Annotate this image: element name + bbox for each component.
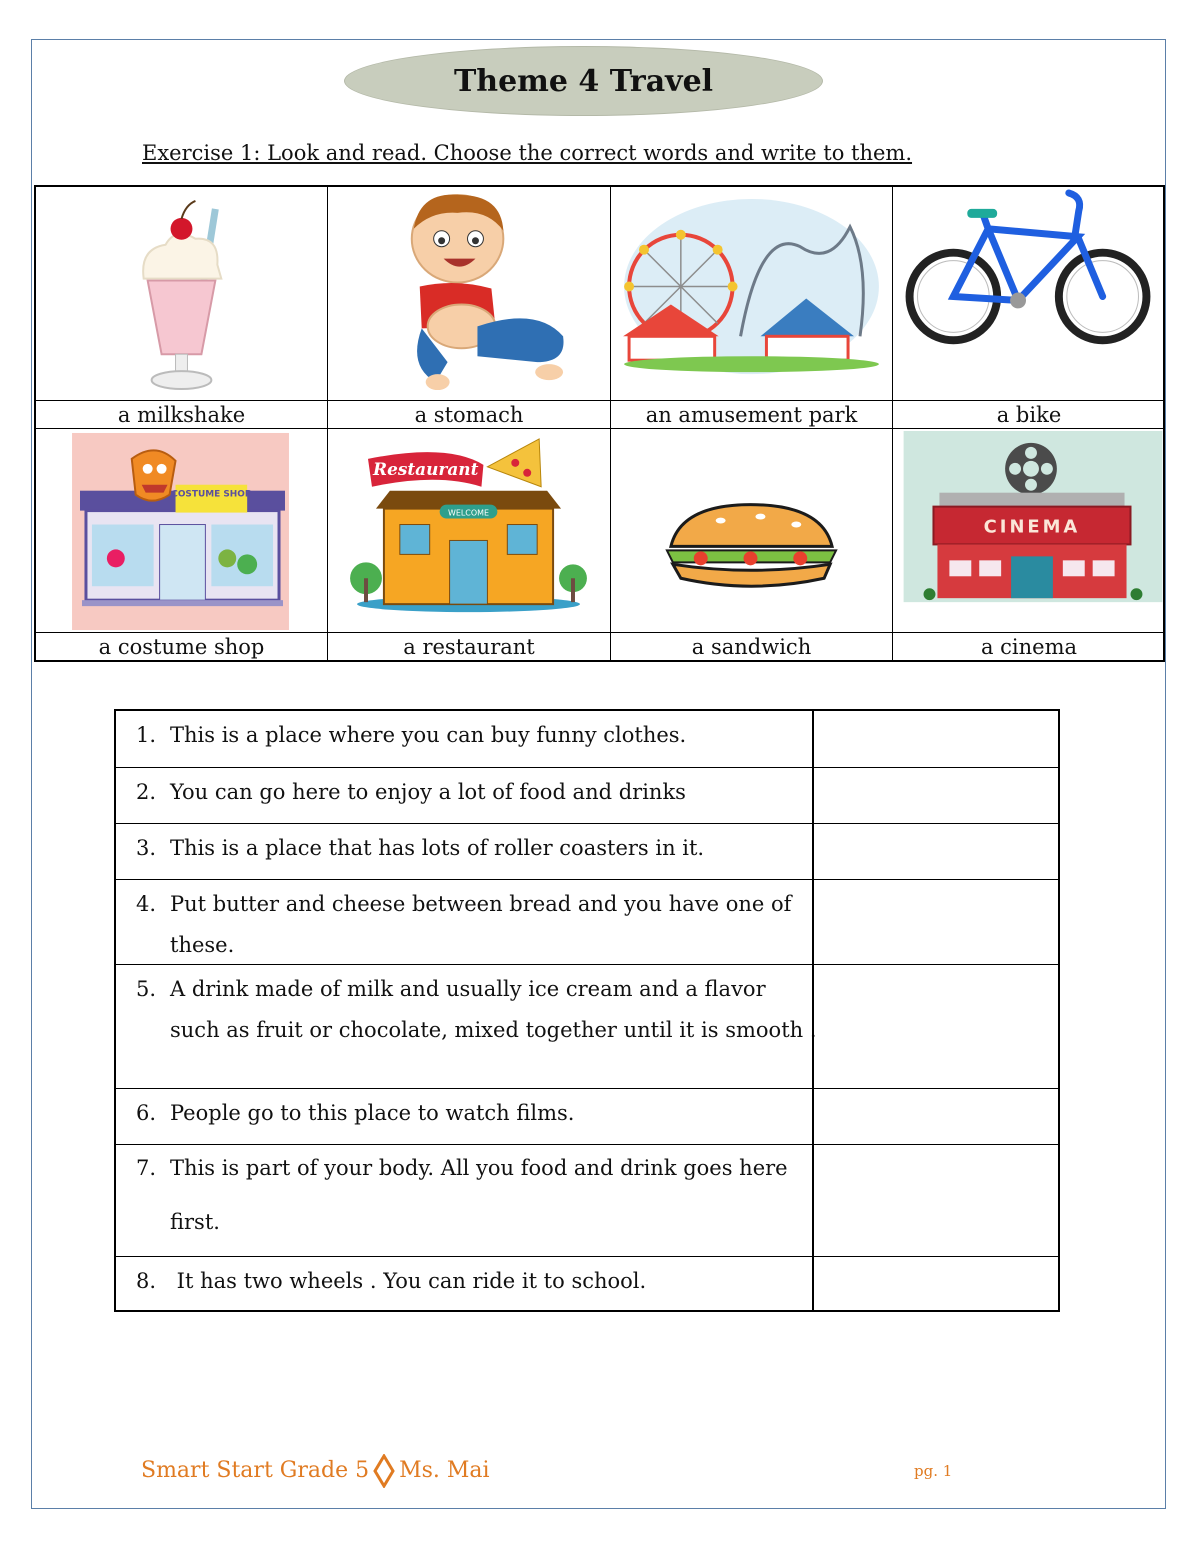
cinema-icon bbox=[893, 429, 1165, 632]
picture-label: a milkshake bbox=[36, 401, 328, 429]
sandwich-icon bbox=[611, 429, 892, 632]
milkshake-icon bbox=[36, 187, 327, 400]
picture-cell-amusement-park bbox=[611, 187, 893, 401]
question-sentence: You can go here to enjoy a lot of food and drinks bbox=[170, 780, 686, 804]
answer-box[interactable] bbox=[812, 1257, 1058, 1310]
question-text bbox=[136, 1093, 786, 1134]
picture-label: an amusement park bbox=[611, 401, 893, 429]
bike-icon bbox=[893, 187, 1165, 400]
question-sentence: People go to this place to watch films. bbox=[170, 1101, 575, 1125]
question-sentence: This is a place that has lots of roller coasters in it. bbox=[170, 836, 705, 860]
restaurant-icon bbox=[328, 429, 610, 632]
restaurant-welcome-sign: WELCOME bbox=[447, 508, 490, 518]
picture-cell-milkshake bbox=[36, 187, 328, 401]
question-text bbox=[136, 1261, 786, 1302]
questions-table bbox=[114, 709, 1060, 1312]
page-title bbox=[344, 46, 823, 116]
cinema-sign: CINEMA bbox=[983, 516, 1081, 538]
question-sentence: Put butter and cheese between bread and you have one of these. bbox=[170, 892, 792, 957]
picture-label: a stomach bbox=[328, 401, 611, 429]
question-row bbox=[116, 768, 1058, 824]
question-row bbox=[116, 1089, 1058, 1145]
picture-label: a cinema bbox=[980, 634, 1078, 659]
picture-cell-costume-shop bbox=[36, 429, 328, 633]
question-row bbox=[116, 880, 1058, 965]
question-row bbox=[116, 965, 1058, 1089]
diamond-icon bbox=[373, 1454, 395, 1488]
question-text bbox=[136, 828, 786, 869]
footer-teacher: Ms. Mai bbox=[399, 1458, 490, 1483]
answer-box[interactable] bbox=[812, 1145, 1058, 1256]
question-number: 3. bbox=[136, 836, 157, 860]
picture-cell-stomach bbox=[328, 187, 611, 401]
costume-shop-icon bbox=[36, 429, 327, 632]
answer-box[interactable] bbox=[812, 824, 1058, 879]
picture-cell-restaurant bbox=[328, 429, 611, 633]
question-row bbox=[116, 1145, 1058, 1257]
question-text bbox=[136, 1141, 820, 1249]
answer-box[interactable] bbox=[812, 711, 1058, 767]
question-number: 6. bbox=[136, 1101, 157, 1125]
picture-cell-bike bbox=[893, 187, 1165, 401]
page-title-text: Theme 4 Travel bbox=[453, 63, 714, 99]
question-row bbox=[116, 1257, 1058, 1310]
question-text bbox=[136, 715, 786, 756]
picture-label: a sandwich bbox=[611, 633, 893, 660]
exercise-instruction: Exercise 1: Look and read. Choose the correct words and write to them. bbox=[142, 141, 913, 165]
question-text bbox=[136, 884, 820, 966]
costume-shop-sign: COSTUME SHOP bbox=[171, 489, 252, 500]
restaurant-sign: Restaurant bbox=[373, 458, 479, 479]
question-number: 4. bbox=[136, 892, 157, 916]
question-number: 1. bbox=[136, 723, 157, 747]
picture-vocabulary-table bbox=[34, 185, 1165, 662]
question-number: 5. bbox=[136, 977, 157, 1001]
question-text bbox=[136, 969, 820, 1051]
amusement-park-icon bbox=[611, 187, 892, 400]
answer-box[interactable] bbox=[812, 880, 1058, 964]
picture-cell-cinema bbox=[893, 429, 1165, 633]
boy-stomach-icon bbox=[328, 187, 610, 400]
picture-cell-sandwich bbox=[611, 429, 893, 633]
footer-course: Smart Start Grade 5 bbox=[141, 1458, 370, 1483]
answer-box[interactable] bbox=[812, 768, 1058, 823]
question-text bbox=[136, 772, 786, 813]
question-sentence: This is a place where you can buy funny clothes. bbox=[170, 723, 687, 747]
answer-box[interactable] bbox=[812, 965, 1058, 1088]
question-sentence: It has two wheels . You can ride it to school. bbox=[170, 1269, 647, 1293]
footer-credit bbox=[141, 1454, 490, 1488]
question-number: 7. bbox=[136, 1156, 157, 1180]
question-sentence: This is part of your body. All you food and drink goes here first. bbox=[170, 1156, 788, 1234]
question-row bbox=[116, 711, 1058, 768]
answer-box[interactable] bbox=[812, 1089, 1058, 1144]
page-number: pg. 1 bbox=[914, 1462, 953, 1480]
question-number: 8. bbox=[136, 1269, 157, 1293]
question-row bbox=[116, 824, 1058, 880]
picture-label: a bike bbox=[893, 401, 1165, 429]
question-sentence: A drink made of milk and usually ice cream and a flavor such as fruit or chocolate, mixed together until it is smooth . bbox=[170, 977, 817, 1042]
picture-label: a costume shop bbox=[36, 633, 328, 660]
question-number: 2. bbox=[136, 780, 157, 804]
picture-label: a restaurant bbox=[328, 633, 611, 660]
